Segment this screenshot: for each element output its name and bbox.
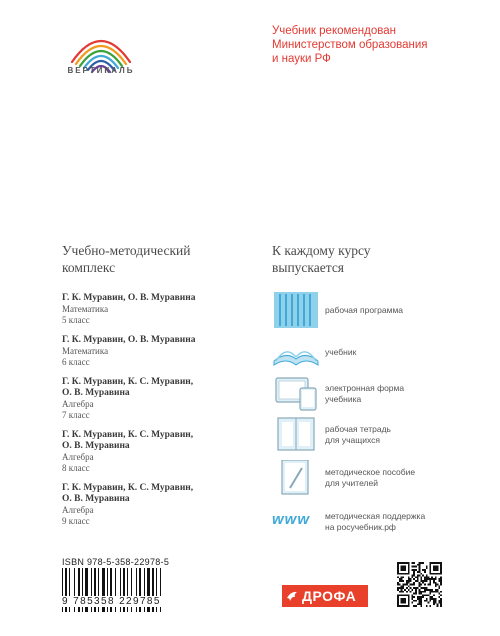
kit-label: рабочая программа xyxy=(325,305,404,315)
kit-heading-line: выпускается xyxy=(272,260,345,275)
kit-item-program xyxy=(272,292,472,332)
book-grade: 9 класс xyxy=(62,516,90,526)
book-entry xyxy=(62,335,262,368)
kit-label-line: электронная форма xyxy=(325,383,405,393)
workbook-icon xyxy=(272,416,320,452)
kit-label: учебник xyxy=(325,347,357,357)
book-authors: Г. К. Муравин, К. С. Муравин, xyxy=(62,377,194,387)
kit-item-support xyxy=(272,507,472,547)
kit-label xyxy=(325,511,425,533)
kit-label-line: рабочая тетрадь xyxy=(325,424,391,434)
book-subject: Алгебра xyxy=(62,505,94,515)
book-subject: Алгебра xyxy=(62,452,94,462)
kit-label-line: учебника xyxy=(325,394,362,404)
book-authors: Г. К. Муравин, К. С. Муравин, xyxy=(62,483,194,493)
complex-heading-line: комплекс xyxy=(62,260,116,275)
book-authors: Г. К. Муравин, О. В. Муравина xyxy=(62,335,196,345)
recommendation-line: и науки РФ xyxy=(272,53,331,65)
kit-label xyxy=(325,424,391,446)
kit-label xyxy=(325,383,404,405)
devices-icon xyxy=(272,376,320,412)
book-authors: Г. К. Муравин, К. С. Муравин, xyxy=(62,430,194,440)
book-entry xyxy=(62,377,262,421)
book-authors: О. В. Муравина xyxy=(62,494,130,504)
complex-heading-line: Учебно-методический xyxy=(62,243,191,258)
book-entry xyxy=(62,293,262,326)
publisher-logo xyxy=(282,585,368,607)
kit-item-manual xyxy=(272,460,472,500)
book-subject: Алгебра xyxy=(62,399,94,409)
ministry-recommendation xyxy=(272,24,482,66)
book-grade: 6 класс xyxy=(62,357,90,367)
teacher-manual-icon xyxy=(272,460,320,496)
kit-label-line: для учителей xyxy=(325,478,378,488)
book-entry xyxy=(62,430,262,474)
publisher-name: ДРОФА xyxy=(302,588,357,604)
kit-item-workbook xyxy=(272,416,472,456)
complex-heading xyxy=(62,242,242,276)
barcode-digits: 9 785358 229785 xyxy=(62,596,202,607)
book-entry xyxy=(62,483,262,527)
kit-item-eform xyxy=(272,376,472,416)
bird-icon xyxy=(286,589,300,603)
open-book-icon xyxy=(272,337,320,373)
book-grade: 8 класс xyxy=(62,463,90,473)
www-icon: www xyxy=(272,511,311,528)
qr-code xyxy=(397,562,442,607)
book-authors: Г. К. Муравин, О. В. Муравина xyxy=(62,293,196,303)
book-grade: 5 класс xyxy=(62,315,90,325)
book-authors: О. В. Муравина xyxy=(62,388,130,398)
book-list xyxy=(62,293,262,536)
kit-heading xyxy=(272,242,472,276)
kit-label xyxy=(325,467,415,489)
book-subject: Математика xyxy=(62,346,109,356)
kit-item-textbook xyxy=(272,337,472,377)
kit-label-line: на росучебник.рф xyxy=(325,522,396,532)
recommendation-line: Министерством образования xyxy=(272,39,428,51)
kit-label-line: методическая поддержка xyxy=(325,511,426,521)
recommendation-line: Учебник рекомендован xyxy=(272,25,396,37)
isbn-text: ISBN 978-5-358-22978-5 xyxy=(62,557,170,567)
program-binder-icon xyxy=(272,292,320,328)
kit-label-line: для учащихся xyxy=(325,435,381,445)
book-grade: 7 класс xyxy=(62,410,90,420)
book-authors: О. В. Муравина xyxy=(62,441,130,451)
book-subject: Математика xyxy=(62,304,109,314)
logo-wordmark: ВЕРТИКАЛЬ xyxy=(67,66,135,75)
kit-label-line: методическое пособие xyxy=(325,467,416,477)
kit-heading-line: К каждому курсу xyxy=(272,243,371,258)
